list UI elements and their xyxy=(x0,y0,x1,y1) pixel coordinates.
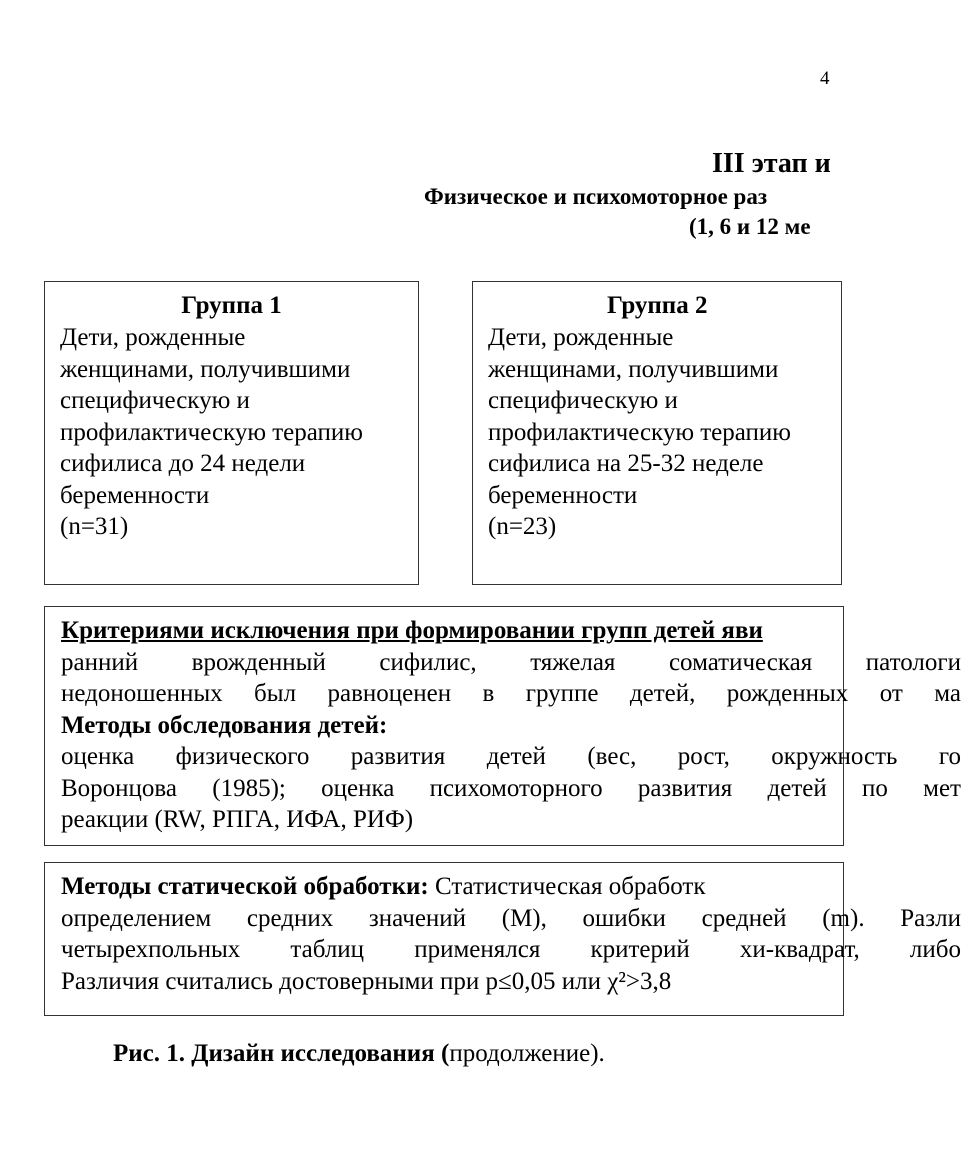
group-1-line: женщинами, получившими xyxy=(60,355,351,383)
group-1-title: Группа 1 xyxy=(181,292,282,319)
stage-subtitle-line-2: (1, 6 и 12 ме xyxy=(689,214,811,239)
group-1-description xyxy=(60,322,363,543)
group-2-title: Группа 2 xyxy=(607,292,708,319)
methods-text-line: оценка физического развития детей (вес, рост, окружность го xyxy=(61,743,961,770)
stage-title: III этап и xyxy=(712,148,831,179)
stats-text-line xyxy=(61,871,961,903)
criteria-text-line: ранний врожденный сифилис, тяжелая соматическая патологи xyxy=(61,648,961,676)
group-2-description xyxy=(488,322,791,543)
stage-subtitle-line-1: Физическое и психомоторное раз xyxy=(424,184,768,209)
group-2-count: (n=23) xyxy=(488,513,557,540)
group-1-line: специфическую и xyxy=(60,387,250,414)
group-2-box xyxy=(472,281,842,585)
exclusion-criteria-heading: Критериями исключения при формировании групп детей яви xyxy=(61,617,763,644)
group-2-line: Дети, рожденные xyxy=(488,324,674,351)
stats-text-line: четырехпольных таблиц применялся критерий хи-квадрат, либо xyxy=(61,936,961,963)
group-2-line: беременности xyxy=(488,481,638,509)
group-1-line: сифилиса до 24 недели xyxy=(60,450,306,477)
stats-text-line: определением средних значений (М), ошибки средней (m). Разли xyxy=(61,904,961,932)
stats-text-line: Различия считались достоверными при p≤0,05 или χ²>3,8 xyxy=(61,967,672,995)
methods-text-line: реакции (RW, РПГА, ИФА, РИФ) xyxy=(61,806,414,833)
figure-caption-note: продолжение). xyxy=(449,1040,605,1067)
group-1-line: Дети, рожденные xyxy=(60,324,246,351)
page-number: 4 xyxy=(820,68,830,89)
exclusion-criteria-box xyxy=(44,606,961,846)
figure-caption xyxy=(113,1040,605,1068)
group-1-box xyxy=(44,281,419,585)
group-1-line: беременности xyxy=(60,481,210,509)
figure-caption-label: Рис. 1. Дизайн исследования ( xyxy=(113,1040,450,1067)
group-2-line: специфическую и xyxy=(488,387,678,414)
group-1-count: (n=31) xyxy=(60,513,129,540)
examination-methods-heading: Методы обследования детей: xyxy=(61,711,388,739)
stats-text: Статистическая обработк xyxy=(428,873,706,900)
group-2-line: профилактическую терапию xyxy=(488,418,791,446)
group-1-line: профилактическую терапию xyxy=(60,418,363,446)
methods-text-line: Воронцова (1985); оценка психомоторного развития детей по мет xyxy=(61,774,961,802)
statistics-methods-heading: Методы статической обработки: xyxy=(61,873,429,900)
group-2-line: женщинами, получившими xyxy=(488,355,779,383)
criteria-text-line: недоношенных был равноценен в группе детей, рожденных от ма xyxy=(61,680,961,707)
group-2-line: сифилиса на 25-32 неделе xyxy=(488,450,764,477)
statistics-methods-box xyxy=(44,862,961,1016)
